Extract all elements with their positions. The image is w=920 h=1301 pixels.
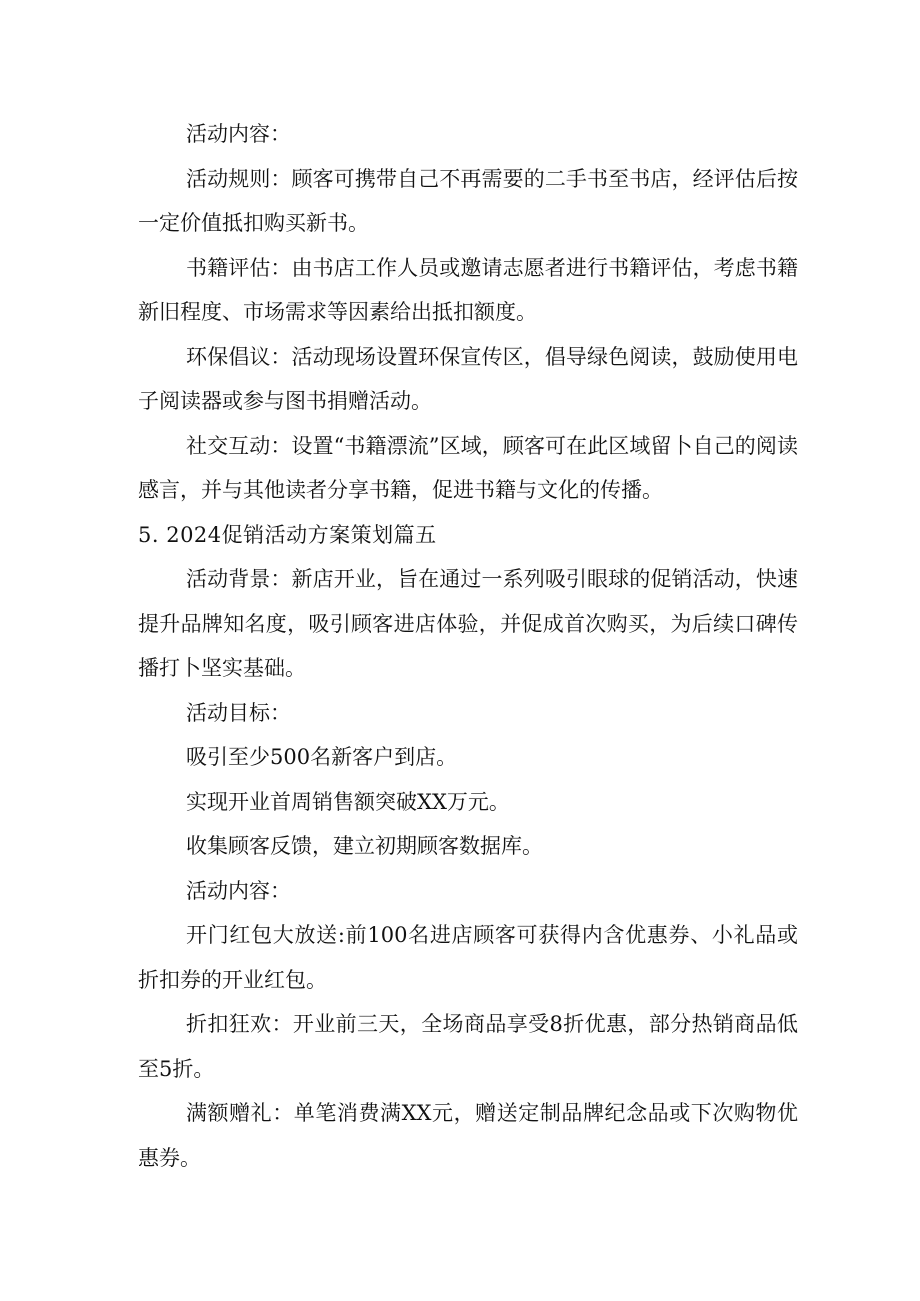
paragraph-goal-feedback: 收集顾客反馈，建立初期顾客数据库。 [186,834,543,858]
paragraph-eco-initiative: 环保倡议：活动现场设置环保宣传区，倡导绿色阅读，鼓励使用电子阅读器或参与图书捐赠活动。 [138,344,798,413]
paragraph-goal-sales: 实现开业首周销售额突破XX万元。 [186,789,510,814]
paragraph-red-envelope: 开门红包大放送:前100名进店顾客可获得内含优惠券、小礼品或折扣券的开业红包。 [138,923,798,992]
paragraph-activity-background: 活动背景：新店开业，旨在通过一系列吸引眼球的促销活动，快速提升品牌知名度，吸引顾客进店体验，并促成首次购买，为后续口碑传播打卜坚实基础。 [138,567,798,680]
paragraph-spend-gift: 满额赠礼：单笔消费满XX元，赠送定制品牌纪念品或下次购物优惠券。 [138,1101,798,1170]
section-heading: 5. 2024促销活动方案策划篇五 [138,522,437,547]
paragraph-activity-rules: 活动规则：顾客可携带自己不再需要的二手书至书店，经评估后按一定价值抵扣购买新书。 [138,166,798,235]
paragraph-activity-content-2: 活动内容： [186,878,291,903]
paragraph-activity-goals-label: 活动目标： [186,700,291,725]
paragraph-social-interaction: 社交互动：设置“书籍漂流”区域，顾客可在此区域留卜自己的阅读感言，并与其他读者分享书籍，促进书籍与文化的传播。 [138,433,798,502]
paragraph-activity-content: 活动内容： [186,122,291,146]
paragraph-book-evaluation: 书籍评估：由书店工作人员或邀请志愿者进行书籍评估，考虑书籍新旧程度、市场需求等因素给出抵扣额度。 [138,255,798,324]
document-body [138,112,798,1180]
paragraph-goal-customers: 吸引至少500名新客户到店。 [186,745,458,769]
paragraph-discount-carnival: 折扣狂欢：开业前三天，全场商品享受8折优惠，部分热销商品低至5折。 [138,1012,798,1081]
